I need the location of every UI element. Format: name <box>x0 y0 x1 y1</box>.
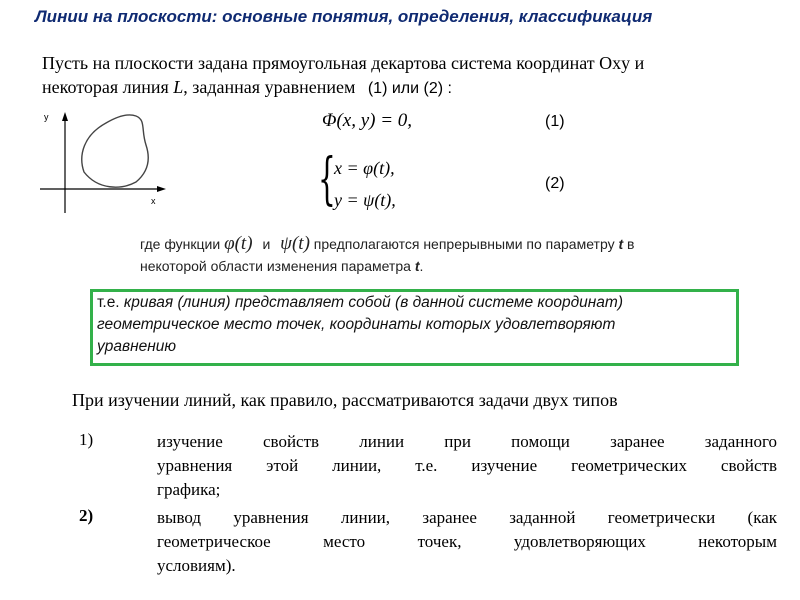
y-axis-arrow <box>62 112 68 121</box>
study-heading: При изучении линий, как правило, рассматриваются задачи двух типов <box>72 390 618 410</box>
functions-note-line-1 <box>140 233 634 255</box>
task-1-line-1: изучение свойств линии при помощи заранее заданного <box>157 432 777 451</box>
line-symbol-L: L <box>173 77 184 97</box>
task-2-line-2: геометрическое место точек, удовлетворяющих некоторым <box>157 532 777 551</box>
x-axis-arrow <box>157 186 166 192</box>
x-axis-label: x <box>151 196 156 206</box>
parameter-t-2: t <box>414 258 420 274</box>
functions-note <box>140 233 634 277</box>
equation-2-line-1: x = φ(t), <box>334 158 395 178</box>
task-1-number: 1) <box>79 430 94 449</box>
task-2-line-1: вывод уравнения линии, заранее заданной геометрически (как <box>157 508 777 527</box>
slide-title: Линии на плоскости: основные понятия, определения, классификация <box>35 7 653 26</box>
task-2-number: 2) <box>79 506 94 525</box>
equation-2-number: (2) <box>545 175 565 192</box>
definition-line-1 <box>97 292 623 314</box>
equation-1-number: (1) <box>545 113 565 130</box>
functions-note-end: в <box>627 236 635 252</box>
psi-function: ψ(t) <box>280 233 310 254</box>
task-1-text <box>157 430 777 502</box>
definition-line-3: уравнению <box>97 338 177 355</box>
task-2-line-3: условиям). <box>157 556 236 575</box>
functions-note-period: . <box>419 258 424 274</box>
task-1-line-3: графика; <box>157 480 221 499</box>
y-axis-label: y <box>44 112 49 122</box>
intro-line-2-mid: , заданная уравнением <box>183 77 356 97</box>
definition-text <box>97 292 623 358</box>
functions-note-and: и <box>262 236 271 252</box>
equation-refs: (1) или (2) : <box>367 80 452 97</box>
functions-note-mid: предполагаются непрерывными по параметру <box>313 236 615 252</box>
equation-1: Φ(x, y) = 0, <box>322 110 413 131</box>
closed-curve <box>82 115 149 187</box>
definition-italic: кривая (линия) представляет собой (в данной системе координат) <box>123 294 624 311</box>
intro-line-2-start: некоторая линия <box>42 77 174 97</box>
parameter-t: t <box>618 236 624 252</box>
functions-note-line-2-text: некоторой области изменения параметра <box>140 258 411 274</box>
system-brace: { <box>318 147 336 212</box>
task-2-text <box>157 506 777 578</box>
task-1-line-2: уравнения этой линии, т.е. изучение геометрических свойств <box>157 456 777 475</box>
intro-paragraph <box>42 51 644 101</box>
equation-2-line-2: y = ψ(t), <box>334 190 396 210</box>
definition-prefix: т.е. <box>97 294 124 311</box>
functions-note-line-2 <box>140 255 634 277</box>
intro-line-1: Пусть на плоскости задана прямоугольная декартова система координат Oxy и <box>42 53 645 73</box>
definition-line-2: геометрическое место точек, координаты которых удовлетворяют <box>97 316 616 333</box>
functions-note-start: где функции <box>140 236 221 252</box>
coordinate-graph <box>36 110 168 222</box>
intro-line-2 <box>42 75 644 101</box>
phi-function: φ(t) <box>224 233 253 254</box>
